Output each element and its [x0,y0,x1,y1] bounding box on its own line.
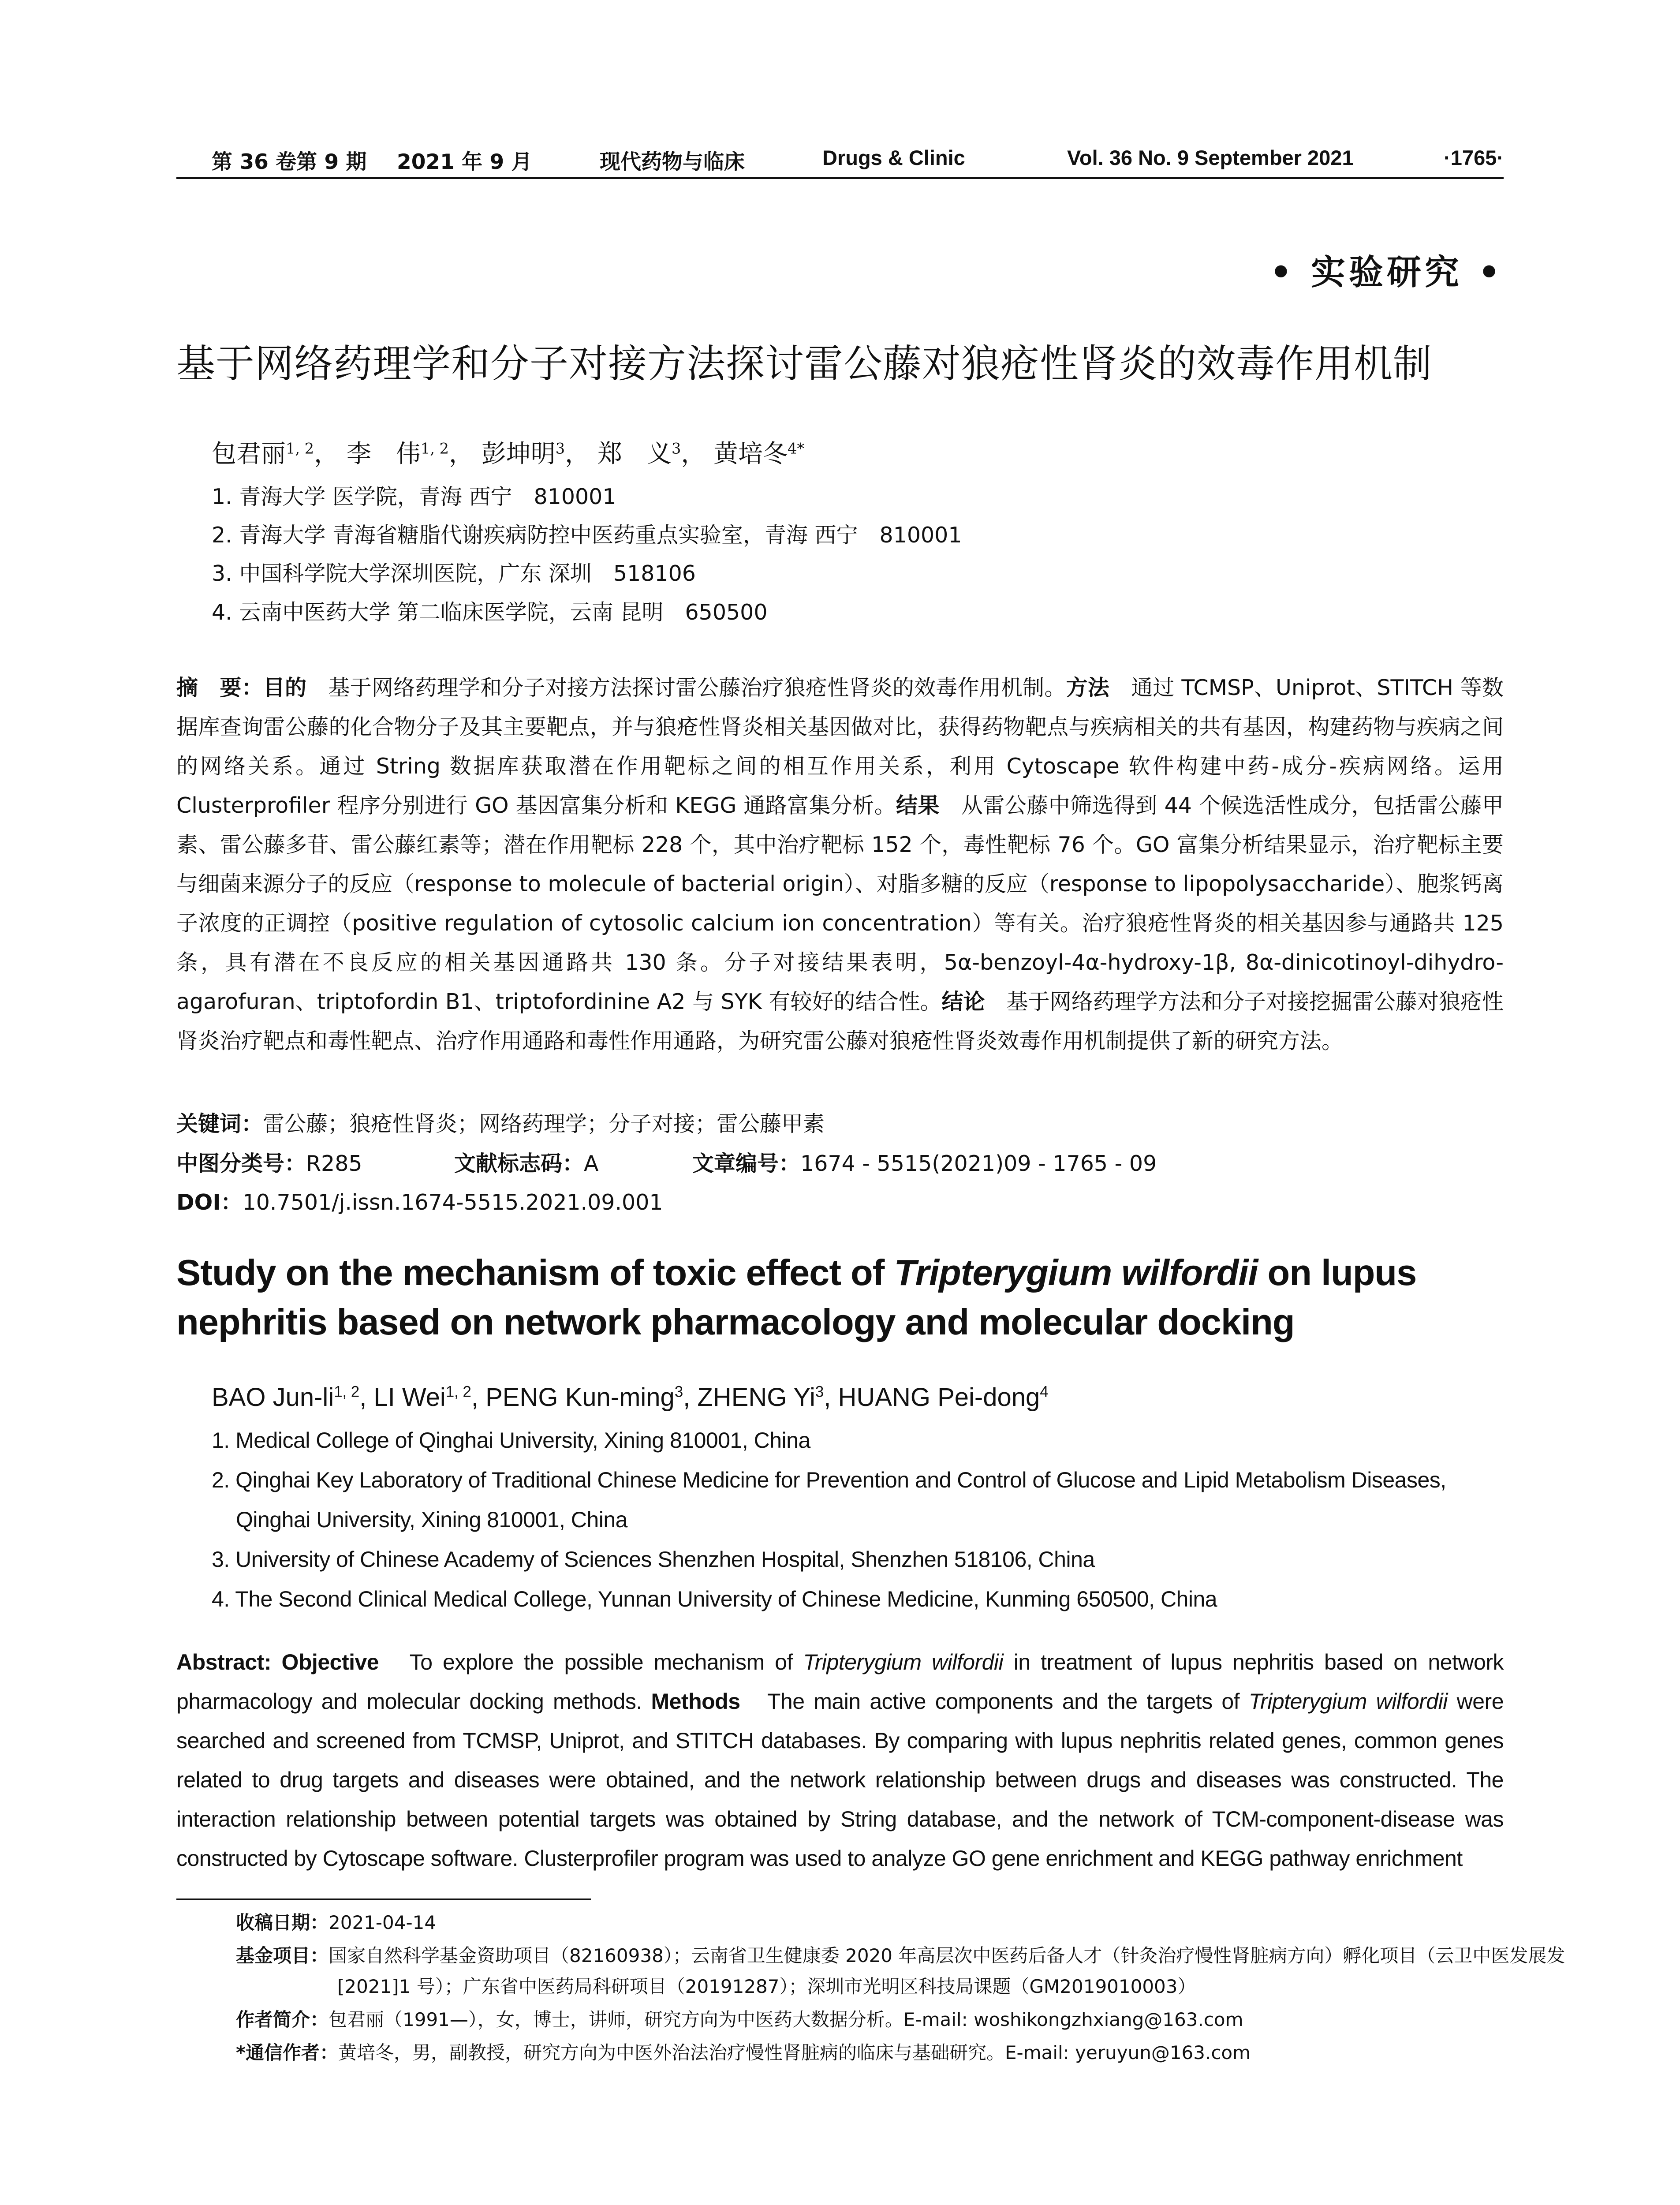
affiliation-en: Qinghai University, Xining 810001, China [236,1507,627,1532]
objective-en-label: Objective [281,1650,379,1674]
affiliation-en: 2. Qinghai Key Laboratory of Traditional Chinese Medicine for Prevention and Control of Glucose and Lipid Metabolism Diseases, [212,1468,1446,1492]
author-intro-value: 包君丽（1991—），女，博士，讲师，研究方向为中医药大数据分析。E-mail: woshikongzhxiang@163.com [329,2009,1243,2030]
author-en-affil: 1, 2 [445,1383,471,1401]
abstract-en [176,1643,1504,1878]
author-cn-name: 黄培冬 [713,440,788,468]
author-cn-name: 彭坤明 [481,440,556,468]
abstract-cn [176,668,1504,1061]
footnote-corresponding [236,2037,1506,2068]
section-label: • 实验研究 • [1269,252,1504,292]
objective-en-text-b: in treatment of lupus nephritis based on network pharmacology and molecular docking methods. [176,1650,1504,1714]
footnote-fund [236,1940,1607,2002]
methods-cn-text: 通过 TCMSP、Uniprot、STITCH 等数据库查询雷公藤的化合物分子及其主要靶点，并与狼疮性肾炎相关基因做对比，获得药物靶点与疾病相关的共有基因，构建药物与疾病之间的网络关系。通过 String 数据库获取潜在作用靶标之间的相互作用关系，利用 Cytoscape 软件构建中药-成分-疾病网络。运用 Clusterprofiler 程序分别进行 GO 基因富集分析和 KEGG 通路富集分析。 [176,675,1504,818]
keywords-cn-label: 关键词： [176,1111,263,1136]
classification-line [176,1147,362,1177]
doc-value: A [584,1151,599,1176]
footnote-received [236,1907,1506,1938]
methods-cn-label: 方法 [1066,675,1109,700]
author-en-name: LI Wei [373,1383,446,1412]
title-cn: 基于网络药理学和分子对接方法探讨雷公藤对狼疮性肾炎的效毒作用机制 [176,341,1433,386]
title-en-species: Tripterygium wilfordii [894,1252,1258,1293]
species-italic: Tripterygium wilfordii [1248,1689,1448,1714]
document-code [454,1147,599,1177]
header-rule [176,177,1504,179]
objective-cn-label: 目的 [263,675,307,700]
affiliation-en: 3. University of Chinese Academy of Sciences Shenzhen Hospital, Shenzhen 518106, China [212,1547,1095,1572]
fund-label: 基金项目： [236,1945,329,1966]
header-journal-en: Drugs & Clinic [822,146,965,169]
affiliation-en: 1. Medical College of Qinghai University, Xining 810001, China [212,1428,810,1453]
article-number [692,1147,1157,1177]
received-value: 2021-04-14 [329,1912,437,1933]
title-en-part2: on lupus nephritis based on network pharmacology and molecular docking [176,1252,1417,1342]
article-value: 1674 - 5515(2021)09 - 1765 - 09 [800,1151,1157,1176]
header-page-number: ·1765· [1444,146,1504,169]
affiliation-cn: 4. 云南中医药大学 第二临床医学院，云南 昆明 650500 [212,600,768,625]
methods-en-label: Methods [651,1689,740,1714]
clc-label: 中图分类号： [176,1151,306,1176]
conclusion-cn-label: 结论 [941,989,985,1014]
affiliation-cn: 2. 青海大学 青海省糖脂代谢疾病防控中医药重点实验室，青海 西宁 810001 [212,523,962,548]
author-en-affil: 4 [1040,1383,1049,1401]
author-cn-affil: 4* [788,440,805,457]
affiliation-cn: 1. 青海大学 医学院，青海 西宁 810001 [212,484,616,509]
species-italic: Tripterygium wilfordii [803,1650,1004,1674]
author-en-affil: 3 [815,1383,824,1401]
header-date-cn: 2021 年 9 月 [397,150,532,174]
author-en-name: PENG Kun-ming [485,1383,675,1412]
footnote-rule [176,1899,591,1900]
affiliation-cn: 3. 中国科学院大学深圳医院，广东 深圳 518106 [212,561,696,586]
methods-en-text-a: The main active components and the targets of [767,1689,1249,1714]
doi-line [176,1185,663,1216]
received-label: 收稿日期： [236,1912,329,1933]
author-cn-name: 李 伟 [346,440,421,468]
objective-cn-text: 基于网络药理学和分子对接方法探讨雷公藤治疗狼疮性肾炎的效毒作用机制。 [328,675,1066,700]
header-volume-cn: 第 36 卷第 9 期 [212,150,367,174]
header-journal-cn: 现代药物与临床 [600,150,745,174]
methods-en-text-b: were searched and screened from TCMSP, Uniprot, and STITCH databases. By comparing with lupus nephritis related genes, common genes related to drug targets and diseases were obtained, and the network relationship between drugs and diseases was constructed. The interaction relationship between potential targets was obtained by String database, and the network of TCM-component-disease was constructed by Cytoscape software. Clusterprofiler program was used to analyze GO gene enrichment and KEGG pathway enrichment [176,1689,1504,1871]
article-label: 文章编号： [692,1151,801,1176]
author-en-affil: 3 [674,1383,683,1401]
doi-label: DOI： [176,1190,243,1215]
objective-en-text-a: To explore the possible mechanism of [409,1650,803,1674]
conclusion-cn-text: 基于网络药理学方法和分子对接挖掘雷公藤对狼疮性肾炎治疗靶点和毒性靶点、治疗作用通路和毒性作用通路，为研究雷公藤对狼疮性肾炎效毒作用机制提供了新的研究方法。 [176,989,1504,1054]
author-cn-affil: 3 [671,440,681,457]
corresponding-label: *通信作者： [236,2042,338,2063]
authors-cn: 包君丽$^{1, 2}$， 李 伟$^{1, 2}$， 彭坤明$^3$， 郑 义$^3$， 黄培冬$^{4*}$ [212,440,805,468]
author-en-name: ZHENG Yi [697,1383,815,1412]
abstract-cn-label: 摘 要： [176,675,263,700]
author-cn-name: 包君丽 [212,440,286,468]
keywords-cn [176,1107,825,1138]
footnote-author [236,2004,1506,2035]
results-cn-text: 从雷公藤中筛选得到 44 个候选活性成分，包括雷公藤甲素、雷公藤多苷、雷公藤红素等；潜在作用靶标 228 个，其中治疗靶标 152 个，毒性靶标 76 个。GO 富集分析结果显示，治疗靶标主要与细菌来源分子的反应（response to molecule of bacterial origin）、对脂多糖的反应（response to lipopolysaccharide）、胞浆钙离子浓度的正调控（positive regulation of cytosolic calcium ion concentration）等有关。治疗狼疮性肾炎的相关基因参与通路共 125 条，具有潜在不良反应的相关基因通路共 130 条。分子对接结果表明，5α-benzoyl-4α-hydroxy-1β, 8α-dinicotinoyl-dihydro-agarofuran、triptofordin B1、triptofordinine A2 与 SYK 有较好的结合性。 [176,793,1504,1014]
author-cn-affil: 1, 2 [286,440,314,457]
running-header [176,141,1504,176]
author-cn-affil: 1, 2 [420,440,449,457]
author-intro-label: 作者简介： [236,2009,329,2030]
fund-value: 国家自然科学基金资助项目（82160938）；云南省卫生健康委 2020 年高层次中医药后备人才（针灸治疗慢性肾脏病方向）孵化项目（云卫中医发展发[2021]1 号）；广东省中医药局科研项目（20191287）；深圳市光明区科技局课题（GM2019010003） [329,1945,1565,1997]
title-en-part1: Study on the mechanism of toxic effect of [176,1252,894,1293]
author-cn-name: 郑 义 [597,440,672,468]
author-en-name: HUANG Pei-dong [838,1383,1040,1412]
header-volume-en: Vol. 36 No. 9 September 2021 [1067,146,1354,169]
clc-value: R285 [306,1151,362,1176]
author-en-name: BAO Jun-li [212,1383,334,1412]
doi-value: 10.7501/j.issn.1674-5515.2021.09.001 [242,1190,663,1215]
title-en [176,1248,1521,1347]
author-en-affil: 1, 2 [334,1383,360,1401]
author-cn-affil: 3 [555,440,565,457]
doc-label: 文献标志码： [454,1151,584,1176]
abstract-en-label: Abstract: [176,1650,271,1674]
authors-en: BAO Jun-li$^{1, 2}$, LI Wei$^{1, 2}$, PENG Kun-ming$^3$, ZHENG Yi$^3$, HUANG Pei-dong$^4$ [212,1383,1049,1412]
corresponding-value: 黄培冬，男，副教授，研究方向为中医外治法治疗慢性肾脏病的临床与基础研究。E-mail: yeruyun@163.com [338,2042,1251,2063]
results-cn-label: 结果 [896,793,940,818]
affiliation-en: 4. The Second Clinical Medical College, Yunnan University of Chinese Medicine, Kunming 650500, China [212,1587,1217,1611]
keywords-cn-text: 雷公藤；狼疮性肾炎；网络药理学；分子对接；雷公藤甲素 [263,1111,825,1136]
